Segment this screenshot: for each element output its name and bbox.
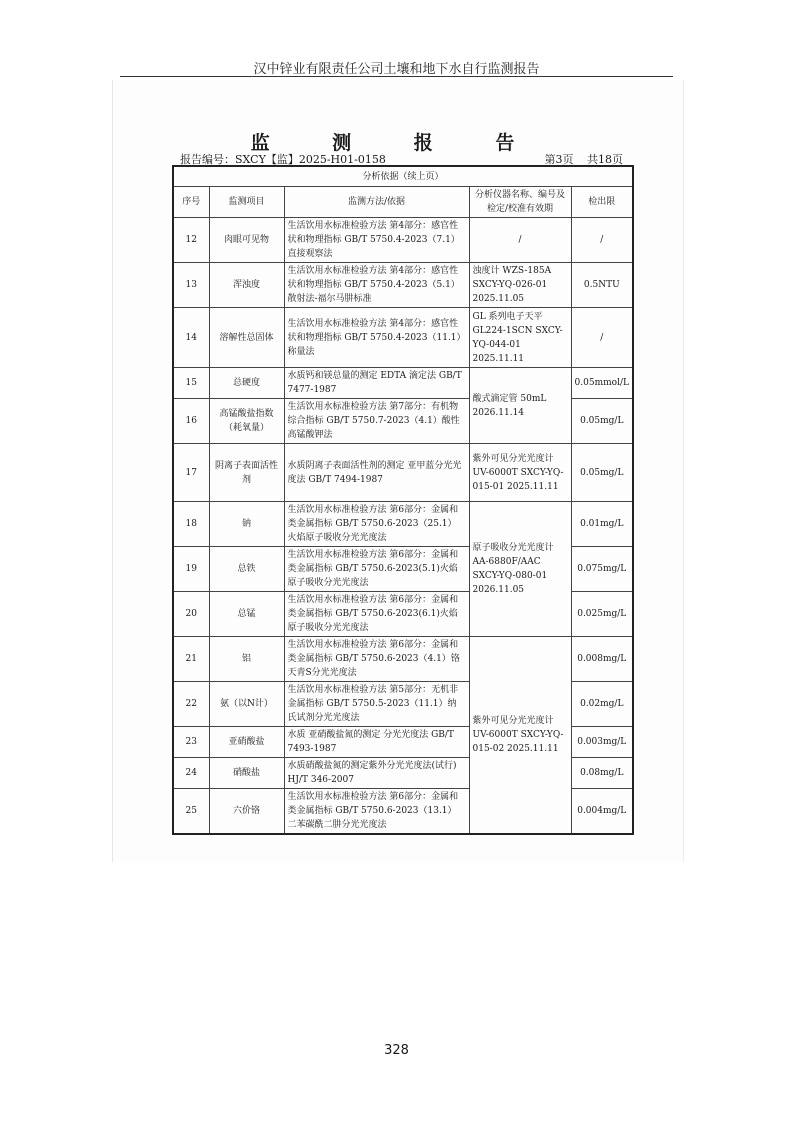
row-limit: 0.05mg/L [571, 444, 633, 502]
row-item: 铝 [209, 637, 284, 682]
row-method: 水质钙和镁总量的测定 EDTA 滴定法 GB/T 7477-1987 [284, 368, 469, 399]
row-method: 生活饮用水标准检验方法 第4部分：感官性状和物理指标 GB/T 5750.4-2023（11.1）称量法 [284, 308, 469, 368]
header-method: 监测方法/依据 [284, 187, 469, 218]
row-no: 22 [173, 682, 209, 727]
page-number: 328 [384, 1043, 409, 1058]
row-instrument: 浊度计 WZS-185A SXCY-YQ-026-01 2025.11.05 [469, 263, 571, 308]
row-method: 水质 亚硝酸盐氮的测定 分光光度法 GB/T 7493-1987 [284, 727, 469, 758]
row-method: 生活饮用水标准检验方法 第6部分：金属和类金属指标 GB/T 5750.6-2023（13.1）二苯碳酰二肼分光光度法 [284, 789, 469, 835]
row-limit: 0.5NTU [571, 263, 633, 308]
report-number: 报告编号：SXCY【监】2025-H01-0158 [180, 153, 386, 166]
row-limit: / [571, 218, 633, 263]
row-method: 水质硝酸盐氮的测定紫外分光光度法(试行) HJ/T 346-2007 [284, 758, 469, 789]
row-no: 16 [173, 399, 209, 444]
row-no: 23 [173, 727, 209, 758]
row-limit: 0.05mmol/L [571, 368, 633, 399]
row-method: 生活饮用水标准检验方法 第5部分：无机非金属指标 GB/T 5750.5-2023（11.1）纳氏试剂分光光度法 [284, 682, 469, 727]
row-item: 浑浊度 [209, 263, 284, 308]
header-item: 监测项目 [209, 187, 284, 218]
row-limit: 0.02mg/L [571, 682, 633, 727]
table-row [173, 502, 633, 547]
table-header-row [173, 187, 633, 218]
table-row [173, 444, 633, 502]
row-item: 硝酸盐 [209, 758, 284, 789]
scan-edge-right [683, 80, 684, 862]
row-item: 溶解性总固体 [209, 308, 284, 368]
table-row [173, 218, 633, 263]
row-no: 13 [173, 263, 209, 308]
row-method: 水质阴离子表面活性剂的测定 亚甲蓝分光光度法 GB/T 7494-1987 [284, 444, 469, 502]
row-no: 24 [173, 758, 209, 789]
row-no: 18 [173, 502, 209, 547]
scan-edge-left [112, 80, 113, 862]
row-item: 总锰 [209, 592, 284, 637]
row-no: 12 [173, 218, 209, 263]
table-row [173, 263, 633, 308]
row-limit: 0.003mg/L [571, 727, 633, 758]
row-item: 阴离子表面活性剂 [209, 444, 284, 502]
row-limit: 0.004mg/L [571, 789, 633, 835]
row-item: 高锰酸盐指数（耗氧量） [209, 399, 284, 444]
header-rule [120, 76, 673, 77]
header-limit: 检出限 [571, 187, 633, 218]
row-item: 六价铬 [209, 789, 284, 835]
row-no: 15 [173, 368, 209, 399]
row-limit: 0.075mg/L [571, 547, 633, 592]
table-row [173, 368, 633, 399]
header-instrument: 分析仪器名称、编号及检定/校准有效期 [469, 187, 571, 218]
row-no: 19 [173, 547, 209, 592]
row-item: 亚硝酸盐 [209, 727, 284, 758]
shared-instrument-burette: 酸式滴定管 50mL 2026.11.14 [469, 368, 571, 444]
analysis-basis-table [172, 165, 634, 835]
row-method: 生活饮用水标准检验方法 第6部分：金属和类金属指标 GB/T 5750.6-2023(6.1)火焰原子吸收分光光度法 [284, 592, 469, 637]
row-no: 20 [173, 592, 209, 637]
row-limit: 0.08mg/L [571, 758, 633, 789]
row-limit: 0.05mg/L [571, 399, 633, 444]
row-limit: 0.01mg/L [571, 502, 633, 547]
row-instrument: / [469, 218, 571, 263]
row-item: 总铁 [209, 547, 284, 592]
row-item: 钠 [209, 502, 284, 547]
row-limit: 0.008mg/L [571, 637, 633, 682]
row-no: 21 [173, 637, 209, 682]
row-no: 25 [173, 789, 209, 835]
table-row [173, 308, 633, 368]
row-limit: 0.025mg/L [571, 592, 633, 637]
table-caption: 分析依据（续上页） [173, 166, 633, 187]
page-info: 第3页 共18页 [544, 153, 623, 166]
shared-instrument-aas: 原子吸收分光光度计 AA-6880F/AAC SXCY-YQ-080-01 2026.11.05 [469, 502, 571, 637]
row-limit: / [571, 308, 633, 368]
row-item: 总硬度 [209, 368, 284, 399]
row-method: 生活饮用水标准检验方法 第6部分：金属和类金属指标 GB/T 5750.6-2023（25.1）火焰原子吸收分光光度法 [284, 502, 469, 547]
row-item: 氨（以N计） [209, 682, 284, 727]
row-method: 生活饮用水标准检验方法 第4部分：感官性状和物理指标 GB/T 5750.4-2023（7.1）直接观察法 [284, 218, 469, 263]
row-method: 生活饮用水标准检验方法 第4部分：感官性状和物理指标 GB/T 5750.4-2023（5.1）散射法-福尔马肼标准 [284, 263, 469, 308]
header-no: 序号 [173, 187, 209, 218]
running-header: 汉中锌业有限责任公司土壤和地下水自行监测报告 [253, 62, 540, 77]
row-method: 生活饮用水标准检验方法 第6部分：金属和类金属指标 GB/T 5750.6-2023（4.1）铬天青S分光光度法 [284, 637, 469, 682]
row-method: 生活饮用水标准检验方法 第7部分：有机物综合指标 GB/T 5750.7-2023（4.1）酸性高锰酸钾法 [284, 399, 469, 444]
report-title: 监 测 报 告 [250, 132, 543, 154]
shared-instrument-uv2: 紫外可见分光光度计 UV-6000T SXCY-YQ-015-02 2025.11.11 [469, 637, 571, 835]
row-instrument: 紫外可见分光光度计 UV-6000T SXCY-YQ-015-01 2025.11.11 [469, 444, 571, 502]
row-item: 肉眼可见物 [209, 218, 284, 263]
row-no: 17 [173, 444, 209, 502]
row-method: 生活饮用水标准检验方法 第6部分：金属和类金属指标 GB/T 5750.6-2023(5.1)火焰原子吸收分光光度法 [284, 547, 469, 592]
row-instrument: GL 系列电子天平 GL224-1SCN SXCY-YQ-044-01 2025.11.11 [469, 308, 571, 368]
row-no: 14 [173, 308, 209, 368]
table-row [173, 637, 633, 682]
